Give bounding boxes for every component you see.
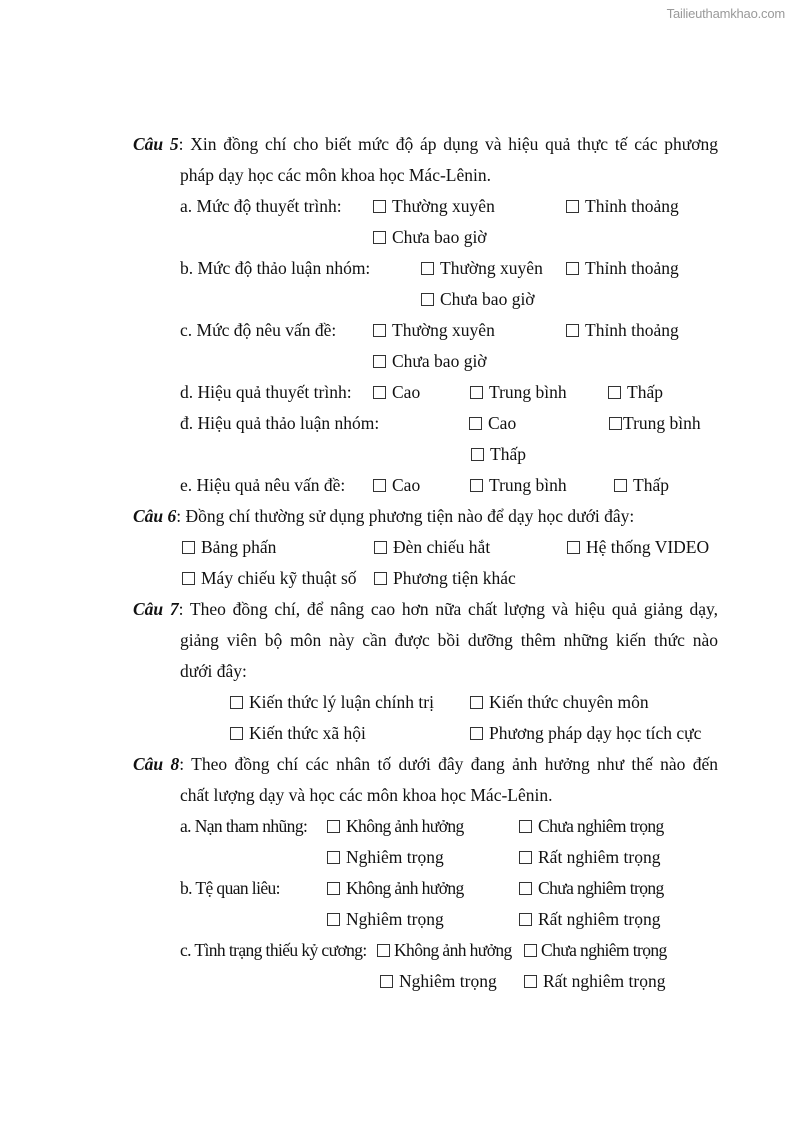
q5-text: : Xin đồng chí cho biết mức độ áp dụng và hiệu quả thực tế các phương — [178, 134, 718, 154]
checkbox[interactable] — [608, 386, 621, 399]
option-label: Không ảnh hưởng — [346, 878, 464, 898]
checkbox[interactable] — [524, 944, 537, 957]
q5b-option[interactable] — [566, 258, 679, 278]
q5b-option[interactable] — [421, 289, 535, 309]
checkbox[interactable] — [182, 572, 195, 585]
q7-option[interactable] — [230, 692, 434, 712]
option-label: Thường xuyên — [440, 258, 543, 278]
option-label: Nghiêm trọng — [346, 847, 444, 867]
q8b-label: b. Tệ quan liêu: — [180, 878, 280, 898]
q8a-label: a. Nạn tham nhũng: — [180, 816, 308, 836]
checkbox[interactable] — [566, 200, 579, 213]
option-label: Chưa nghiêm trọng — [538, 816, 664, 836]
checkbox[interactable] — [469, 417, 482, 430]
q5a-option[interactable] — [373, 227, 487, 247]
q8a-option[interactable] — [327, 816, 464, 836]
checkbox[interactable] — [609, 417, 622, 430]
q8c-option[interactable] — [377, 940, 512, 960]
option-label: Chưa bao giờ — [392, 351, 487, 371]
q5dd-option[interactable] — [471, 444, 526, 464]
q8b-option[interactable] — [519, 909, 660, 929]
option-label: Thỉnh thoảng — [585, 320, 679, 340]
q5d-label: d. Hiệu quả thuyết trình: — [180, 382, 352, 402]
option-label: Phương pháp dạy học tích cực — [489, 723, 702, 743]
q7-text: : Theo đồng chí, để nâng cao hơn nữa chất lượng và hiệu quả giảng dạy, — [178, 599, 718, 619]
checkbox[interactable] — [524, 975, 537, 988]
option-label: Kiến thức xã hội — [249, 723, 366, 743]
q6-option[interactable] — [182, 568, 357, 588]
q5dd-option[interactable] — [609, 413, 701, 433]
option-label: Trung bình — [623, 413, 701, 433]
option-label: Kiến thức lý luận chính trị — [249, 692, 434, 712]
q5a-label: a. Mức độ thuyết trình: — [180, 196, 342, 216]
q5e-option[interactable] — [373, 475, 420, 495]
checkbox[interactable] — [373, 386, 386, 399]
q7-prompt-line2: giảng viên bộ môn này cần được bồi dưỡng thêm những kiến thức nào — [180, 630, 718, 650]
q5c-label: c. Mức độ nêu vấn đề: — [180, 320, 337, 340]
option-label: Trung bình — [489, 475, 567, 495]
q8a-option[interactable] — [519, 816, 664, 836]
option-label: Cao — [488, 413, 517, 433]
option-label: Thấp — [627, 382, 663, 402]
option-label: Rất nghiêm trọng — [543, 971, 666, 991]
checkbox[interactable] — [567, 541, 580, 554]
checkbox[interactable] — [380, 975, 393, 988]
option-label: Rất nghiêm trọng — [538, 847, 661, 867]
checkbox[interactable] — [230, 727, 243, 740]
checkbox[interactable] — [327, 913, 340, 926]
checkbox[interactable] — [373, 479, 386, 492]
q8-text: : Theo đồng chí các nhân tố dưới đây đang ảnh hưởng như thế nào đến — [179, 754, 718, 774]
q7-label: Câu 7 — [133, 599, 179, 619]
q5c-option[interactable] — [373, 351, 487, 371]
q5c-option[interactable] — [373, 320, 495, 340]
q5dd-option[interactable] — [469, 413, 516, 433]
checkbox[interactable] — [470, 386, 483, 399]
checkbox[interactable] — [230, 696, 243, 709]
checkbox[interactable] — [327, 820, 340, 833]
q6-option[interactable] — [182, 537, 276, 557]
checkbox[interactable] — [471, 448, 484, 461]
q7-option[interactable] — [470, 723, 701, 743]
q6-label: Câu 6 — [133, 506, 177, 526]
q7-prompt-line1 — [133, 599, 718, 619]
option-label: Nghiêm trọng — [346, 909, 444, 929]
q6-option[interactable] — [567, 537, 709, 557]
checkbox[interactable] — [373, 231, 386, 244]
q5dd-label: đ. Hiệu quả thảo luận nhóm: — [180, 413, 380, 433]
checkbox[interactable] — [421, 262, 434, 275]
q5c-option[interactable] — [566, 320, 679, 340]
option-label: Kiến thức chuyên môn — [489, 692, 649, 712]
q7-option[interactable] — [470, 692, 649, 712]
q8c-option[interactable] — [380, 971, 497, 991]
q8b-option[interactable] — [327, 878, 464, 898]
q8-label: Câu 8 — [133, 754, 180, 774]
checkbox[interactable] — [470, 479, 483, 492]
checkbox[interactable] — [377, 944, 390, 957]
q5b-option[interactable] — [421, 258, 543, 278]
q5-prompt-line2: pháp dạy học các môn khoa học Mác-Lênin. — [180, 165, 491, 185]
q5b-label: b. Mức độ thảo luận nhóm: — [180, 258, 371, 278]
option-label: Thỉnh thoảng — [585, 196, 679, 216]
checkbox[interactable] — [373, 200, 386, 213]
option-label: Máy chiếu kỹ thuật số — [201, 568, 357, 588]
option-label: Cao — [392, 382, 421, 402]
q5e-option[interactable] — [470, 475, 567, 495]
q8c-option[interactable] — [524, 971, 665, 991]
q6-prompt — [133, 506, 634, 526]
option-label: Chưa bao giờ — [392, 227, 487, 247]
checkbox[interactable] — [182, 541, 195, 554]
checkbox[interactable] — [374, 541, 387, 554]
q8a-option[interactable] — [519, 847, 660, 867]
q6-option[interactable] — [374, 537, 490, 557]
checkbox[interactable] — [519, 913, 532, 926]
option-label: Chưa bao giờ — [440, 289, 535, 309]
checkbox[interactable] — [519, 851, 532, 864]
option-label: Nghiêm trọng — [399, 971, 497, 991]
q6-text: : Đồng chí thường sử dụng phương tiện nào để dạy học dưới đây: — [176, 506, 635, 526]
option-label: Rất nghiêm trọng — [538, 909, 661, 929]
option-label: Chưa nghiêm trọng — [541, 940, 667, 960]
q8b-option[interactable] — [519, 878, 664, 898]
option-label: Thường xuyên — [392, 196, 495, 216]
option-label: Không ảnh hưởng — [346, 816, 464, 836]
checkbox[interactable] — [470, 727, 483, 740]
option-label: Thấp — [633, 475, 669, 495]
checkbox[interactable] — [566, 324, 579, 337]
q7-prompt-line3: dưới đây: — [180, 661, 247, 681]
q5a-option[interactable] — [373, 196, 495, 216]
q5-prompt-line1 — [133, 134, 718, 154]
option-label: Thỉnh thoảng — [585, 258, 679, 278]
checkbox[interactable] — [373, 324, 386, 337]
checkbox[interactable] — [519, 882, 532, 895]
q5d-option[interactable] — [470, 382, 567, 402]
checkbox[interactable] — [519, 820, 532, 833]
q8b-option[interactable] — [327, 909, 444, 929]
q8-prompt-line1 — [133, 754, 718, 774]
option-label: Cao — [392, 475, 421, 495]
checkbox[interactable] — [327, 851, 340, 864]
checkbox[interactable] — [373, 355, 386, 368]
q5e-label: e. Hiệu quả nêu vấn đề: — [180, 475, 346, 495]
option-label: Không ảnh hưởng — [394, 940, 512, 960]
q8a-option[interactable] — [327, 847, 444, 867]
q5a-option[interactable] — [566, 196, 679, 216]
option-label: Phương tiện khác — [393, 568, 516, 588]
option-label: Bảng phấn — [201, 537, 277, 557]
q8c-option[interactable] — [524, 940, 667, 960]
q5d-option[interactable] — [373, 382, 420, 402]
watermark: Tailieuthamkhao.com — [666, 6, 785, 21]
option-label: Trung bình — [489, 382, 567, 402]
q6-option[interactable] — [374, 568, 516, 588]
q8c-label: c. Tình trạng thiếu kỷ cương: — [180, 940, 367, 960]
checkbox[interactable] — [327, 882, 340, 895]
checkbox[interactable] — [566, 262, 579, 275]
q5d-option[interactable] — [608, 382, 663, 402]
checkbox[interactable] — [374, 572, 387, 585]
checkbox[interactable] — [614, 479, 627, 492]
option-label: Thấp — [490, 444, 526, 464]
q7-option[interactable] — [230, 723, 366, 743]
q5e-option[interactable] — [614, 475, 669, 495]
option-label: Hệ thống VIDEO — [586, 537, 710, 557]
option-label: Chưa nghiêm trọng — [538, 878, 664, 898]
q5-label: Câu 5 — [133, 134, 179, 154]
option-label: Đèn chiếu hắt — [393, 537, 491, 557]
q8-prompt-line2: chất lượng dạy và học các môn khoa học Mác-Lênin. — [180, 785, 553, 805]
option-label: Thường xuyên — [392, 320, 495, 340]
checkbox[interactable] — [421, 293, 434, 306]
checkbox[interactable] — [470, 696, 483, 709]
